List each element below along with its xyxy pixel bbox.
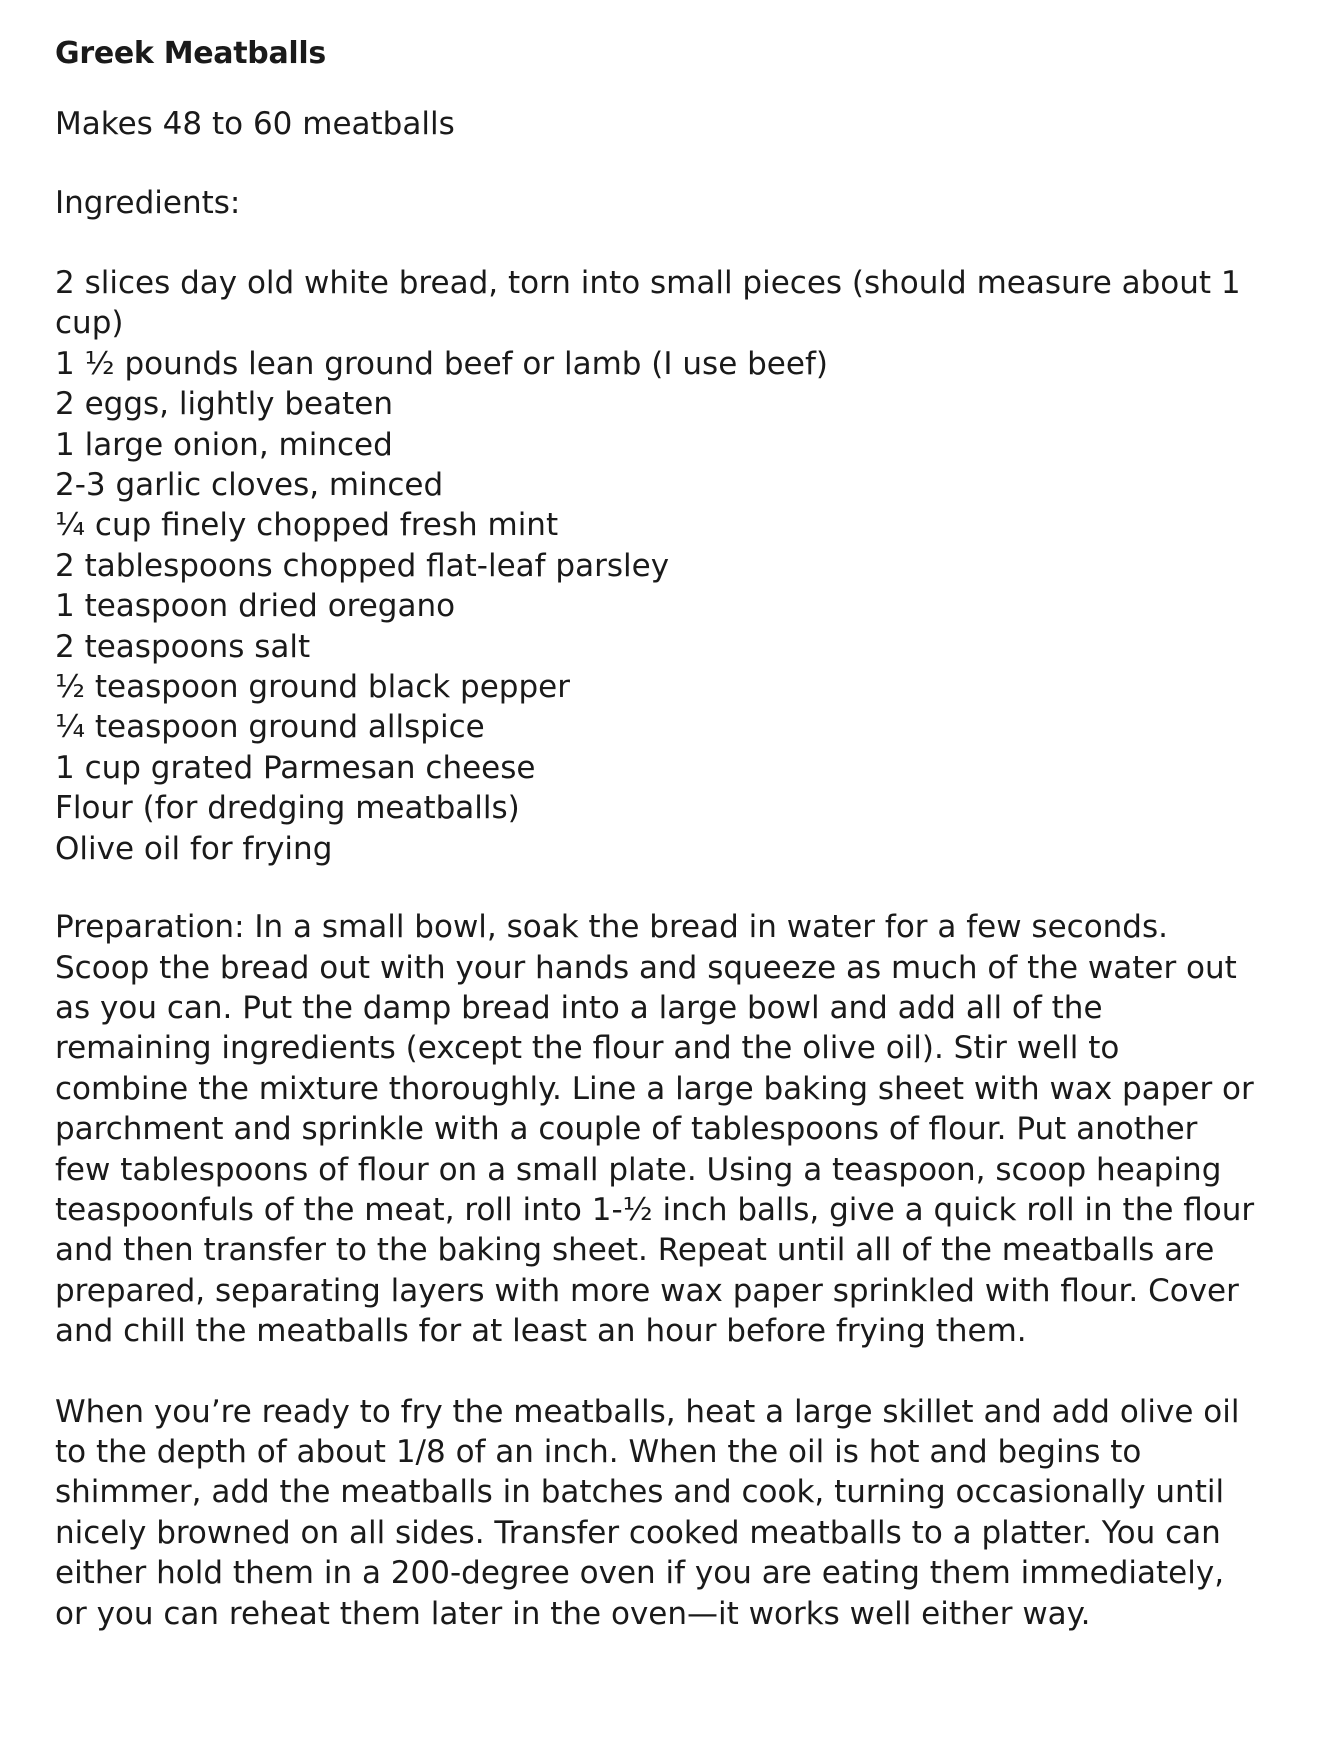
ingredient-item: 1 large onion, minced — [55, 426, 393, 463]
ingredients-heading: Ingredients: — [55, 185, 241, 221]
ingredient-item: 2-3 garlic cloves, minced — [55, 467, 444, 504]
ingredient-item: Flour (for dredging meatballs) — [55, 790, 520, 827]
ingredient-item: 1 teaspoon dried oregano — [55, 588, 456, 625]
recipe-page — [55, 34, 1295, 1674]
ingredient-item: ¼ cup finely chopped fresh mint — [55, 507, 559, 544]
ingredient-item: 2 eggs, lightly beaten — [55, 386, 394, 423]
ingredient-item: 1 ½ pounds lean ground beef or lamb (I use beef) — [55, 345, 828, 382]
ingredient-item: ¼ teaspoon ground allspice — [55, 709, 485, 746]
ingredient-item: Olive oil for frying — [55, 830, 333, 867]
frying-paragraph: When you’re ready to fry the meatballs, heat a large skillet and add olive oil to the depth of about 1/8 of an inch. When the oil is hot and begins to shimmer, add the meatballs in batches and cook, turning occasionally until nicely browned on all sides. Transfer cooked meatballs to a platter. You can either hold them in a 200-degree oven if you are eating them immediately, or you can reheat them later in the oven—it works well either way. — [55, 1393, 1240, 1632]
preparation-paragraph: Preparation: In a small bowl, soak the bread in water for a few seconds. Scoop the bread out with your hands and squeeze as much of the water out as you can. Put the damp bread into a large bowl and add all of the remaining ingredients (except the flour and the olive oil). Stir well to combine the mixture thoroughly. Line a large baking sheet with wax paper or parchment and sprinkle with a couple of tablespoons of flour. Put another few tablespoons of flour on a small plate. Using a teaspoon, scoop heaping teaspoonfuls of the meat, roll into 1-½ inch balls, give a quick roll in the flour and then transfer to the baking sheet. Repeat until all of the meatballs are prepared, separating layers with more wax paper sprinkled with flour. Cover and chill the meatballs for at least an hour before frying them. — [55, 909, 1255, 1350]
ingredient-item: 2 teaspoons salt — [55, 628, 311, 665]
ingredient-item: 2 slices day old white bread, torn into small pieces (should measure about 1 cup) — [55, 265, 1241, 342]
recipe-yield: Makes 48 to 60 meatballs — [55, 106, 455, 142]
ingredient-item: 2 tablespoons chopped flat-leaf parsley — [55, 547, 670, 584]
ingredient-item: ½ teaspoon ground black pepper — [55, 669, 570, 706]
ingredients-list — [55, 263, 1295, 869]
recipe-title: Greek Meatballs — [55, 36, 326, 71]
ingredient-item: 1 cup grated Parmesan cheese — [55, 749, 536, 786]
